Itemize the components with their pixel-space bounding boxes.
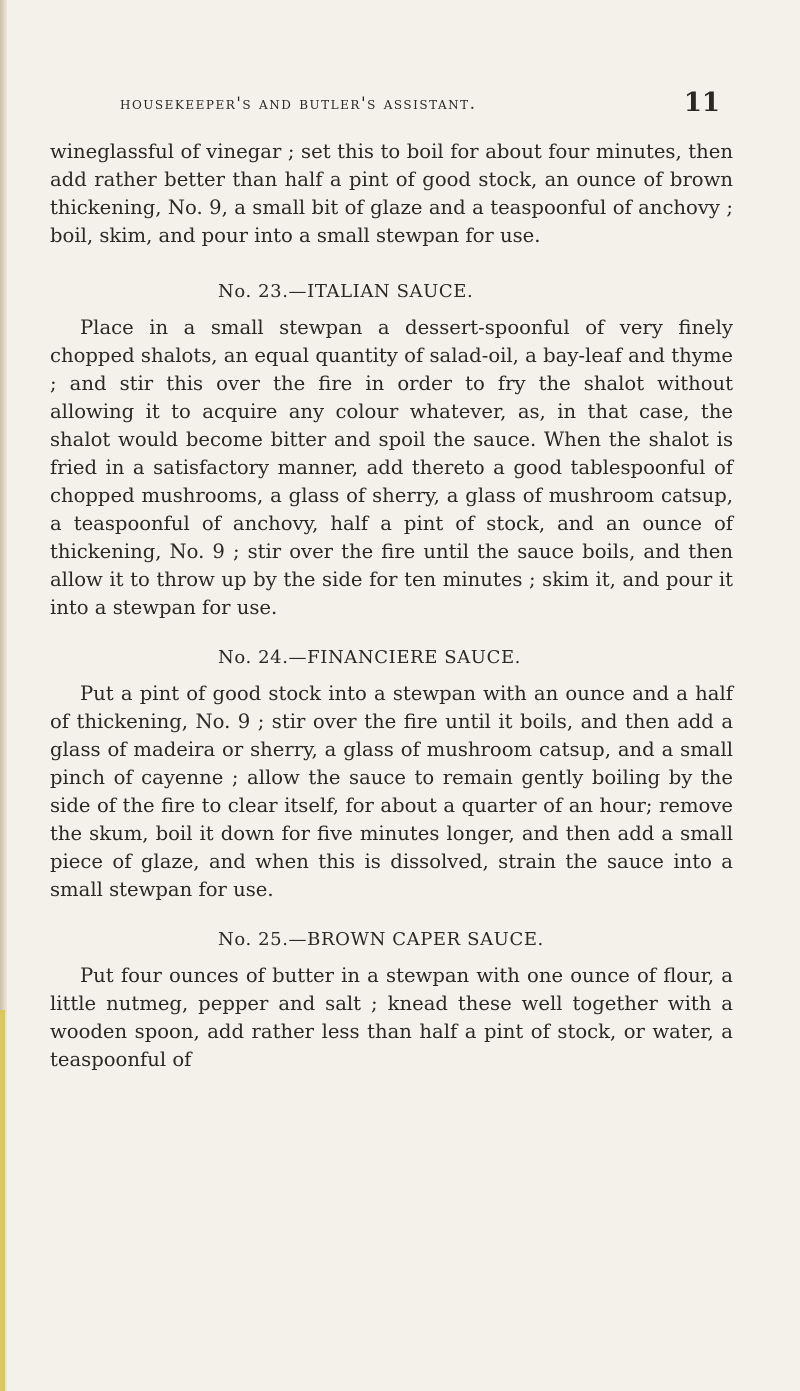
page-edge-stain (0, 1010, 5, 1391)
recipe-heading-brown-caper-sauce: No. 25.—BROWN CAPER SAUCE. (218, 929, 544, 950)
running-title: housekeeper's and butler's assistant. (120, 94, 477, 114)
recipe-text-brown-caper-sauce: Put four ounces of butter in a stewpan with one ounce of flour, a little nutmeg, pepper and salt ; knead these well together with a wooden spoon, add rather less than half a pint of stock, or water, a teaspoonful of (50, 964, 733, 1071)
continued-paragraph: wineglassful of vinegar ; set this to boil for about four minutes, then add rather better than half a pint of good stock, an ounce of brown thickening, No. 9, a small bit of glaze and a teaspoonful of anchovy ; boil, skim, and pour into a small stewpan for use. (50, 140, 733, 247)
text-column (50, 138, 733, 1074)
running-head (120, 88, 720, 124)
page-number: 11 (683, 88, 720, 118)
recipe-heading-financiere-sauce: No. 24.—FINANCIERE SAUCE. (218, 647, 522, 668)
recipe-text-financiere-sauce: Put a pint of good stock into a stewpan with an ounce and a half of thickening, No. 9 ; stir over the fire until it boils, and then add a glass of madeira or sherry, a glass of mushroom catsup, and a small pinch of cayenne ; allow the sauce to remain gently boiling by the side of the fire to clear itself, for about a quarter of an hour; remove the skum, boil it down for five minutes longer, and then add a small piece of glaze, and when this is dissolved, strain the sauce into a small stewpan for use. (50, 682, 733, 901)
recipe-heading-italian-sauce: No. 23.—ITALIAN SAUCE. (218, 281, 474, 302)
recipe-text-italian-sauce: Place in a small stewpan a dessert-spoonful of very finely chopped shalots, an equal quantity of salad-oil, a bay-leaf and thyme ; and stir this over the fire in order to fry the shalot without allowing it to acquire any colour whatever, as, in that case, the shalot would become bitter and spoil the sauce. When the shalot is fried in a satisfactory manner, add thereto a good tablespoonful of chopped mushrooms, a glass of sherry, a glass of mushroom catsup, a teaspoonful of anchovy, half a pint of stock, and an ounce of thickening, No. 9 ; stir over the fire until the sauce boils, and then allow it to throw up by the side for ten minutes ; skim it, and pour it into a stewpan for use. (50, 316, 733, 619)
